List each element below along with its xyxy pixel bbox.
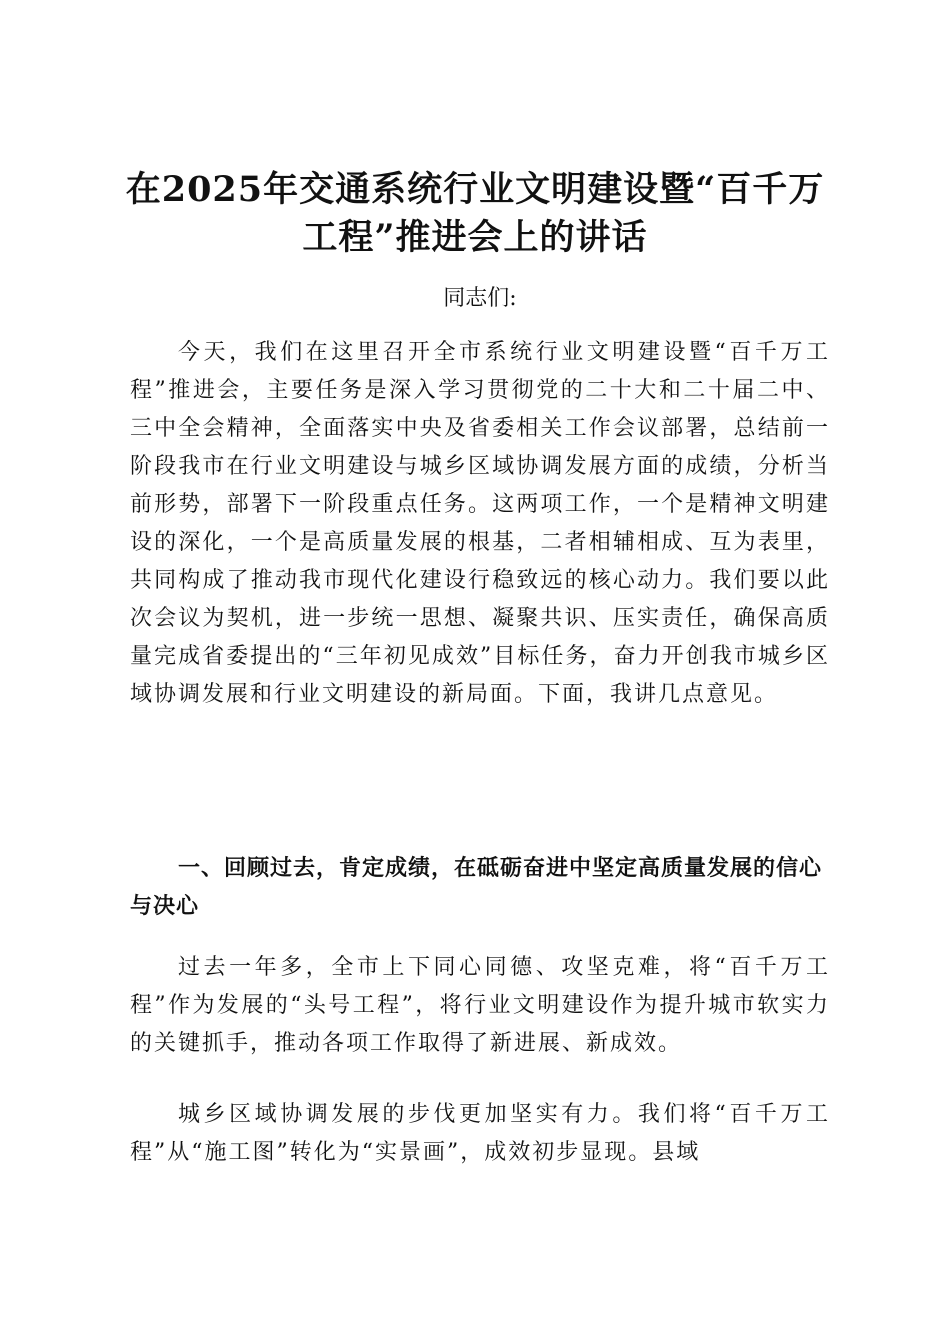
section-paragraph-2: 城乡区域协调发展的步伐更加坚实有力。我们将“百千万工程”从“施工图”转化为“实景画”，成效初步显现。县域 <box>130 1102 830 1165</box>
section-heading: 一、回顾过去，肯定成绩，在砥砺奋进中坚定高质量发展的信心与决心 <box>130 856 823 919</box>
title-line-2: 工程”推进会上的讲话 <box>302 217 648 258</box>
title-line-1: 在2025年交通系统行业文明建设暨“百千万 <box>125 169 825 210</box>
intro-paragraph: 今天，我们在这里召开全市系统行业文明建设暨“百千万工程”推进会，主要任务是深入学习贯彻党的二十大和二十届二中、三中全会精神，全面落实中央及省委相关工作会议部署，总结前一阶段我市在行业文明建设与城乡区域协调发展方面的成绩，分析当前形势，部署下一阶段重点任务。这两项工作，一个是精神文明建设的深化，一个是高质量发展的根基，二者相辅相成、互为表里，共同构成了推动我市现代化建设行稳致远的核心动力。我们要以此次会议为契机，进一步统一思想、凝聚共识、压实责任，确保高质量完成省委提出的“三年初见成效”目标任务，奋力开创我市城乡区域协调发展和行业文明建设的新局面。下面，我讲几点意见。 <box>130 340 830 707</box>
section-paragraph-1: 过去一年多，全市上下同心同德、攻坚克难，将“百千万工程”作为发展的“头号工程”，将行业文明建设作为提升城市软实力的关键抓手，推动各项工作取得了新进展、新成效。 <box>130 955 830 1056</box>
greeting: 同志们: <box>443 286 517 311</box>
document-title <box>120 166 830 262</box>
